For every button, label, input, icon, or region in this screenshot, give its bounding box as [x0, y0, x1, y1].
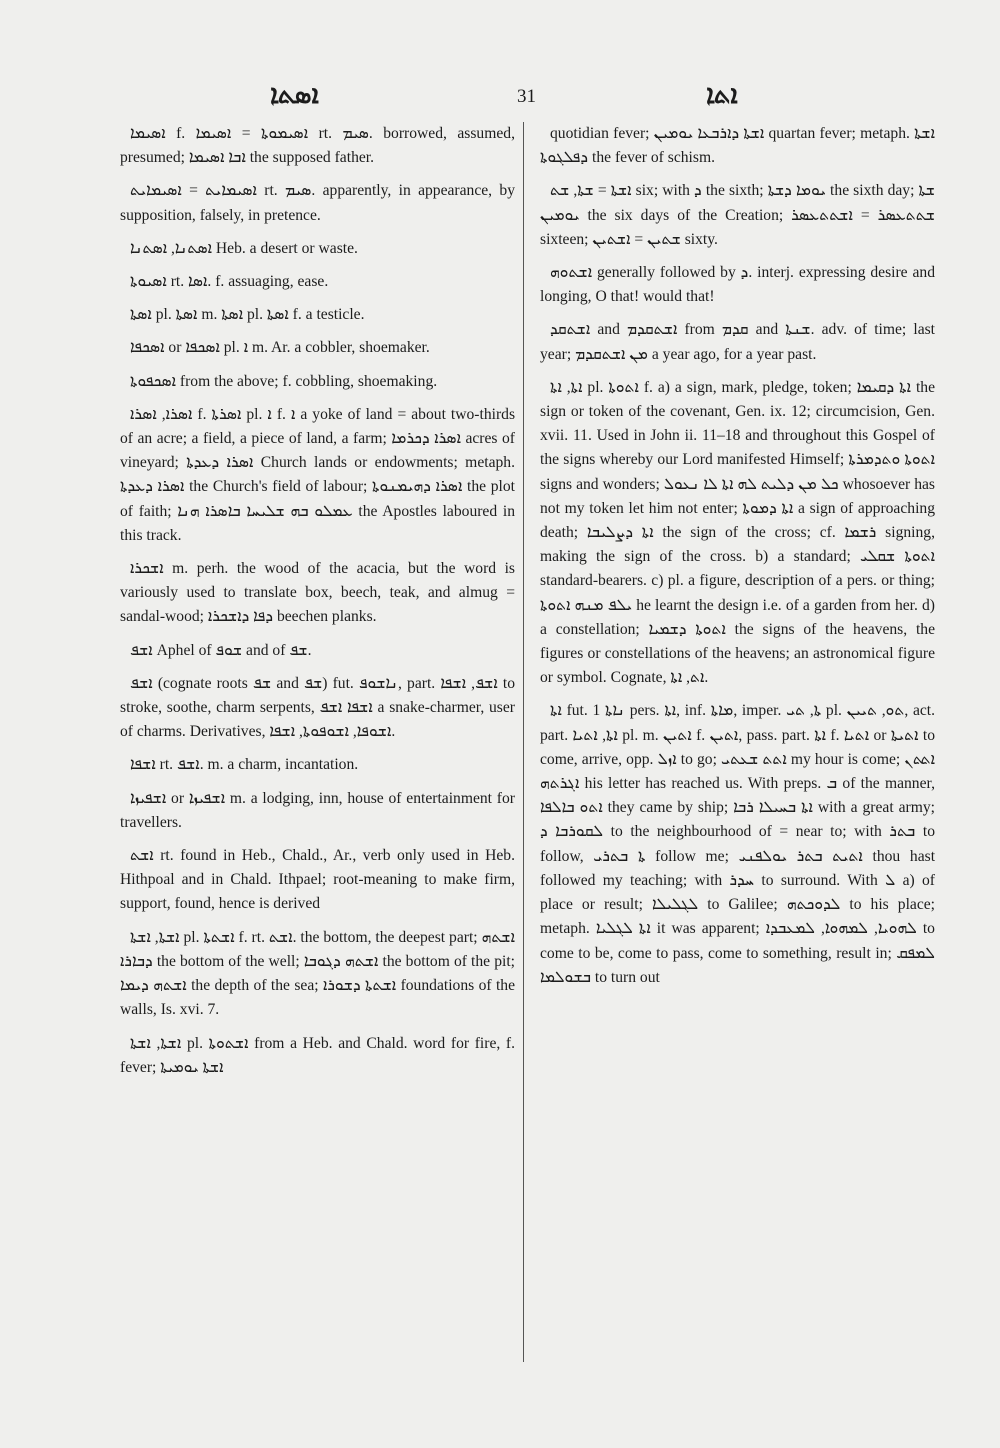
left-column — [120, 122, 515, 1089]
dictionary-entry: ܐܫܦ Aphel of ܫܘܦ and of ܫܦ. — [130, 641, 312, 659]
dictionary-entry: ܐܣܪܐ, ܐܣܪܐ f. ܐܣܪܬܐ pl. ܐ f. ܐ a yoke of land = about two-thirds of an acre; a field, a piece of land, a farm; ܐܣܪܐ ܕܟܪܡܐ acres of vineyard; ܐܣܪܐ ܕܥܕܬܐ Church lands or endowments; metaph. ܐܣܪܐ ܕܥܕܬܐ the Church's field of labour; ܐܣܪܐ ܕܗܝܡܢܘܬܐ the plot of faith; ܥܡܠܘ ܒܗ ܫܠܝܚܐ ܒܐܣܪܐ ܗܢܐ the Apostles laboured in this track. — [120, 405, 516, 544]
dictionary-entry: ܐܫܬܘܗ generally followed by ܕ. interj. expressing desire and longing, O that! would that! — [540, 264, 935, 306]
running-head-left: ܐܣܬܐ — [270, 80, 319, 110]
dictionary-entry: ܐܣܬܐ pl. ܐܣܬܐ m. ܐܣܬܐ pl. ܐܣܬܐ f. a testicle. — [130, 306, 365, 324]
dictionary-entry: ܐܫܦ (cognate roots ܫܦ and ܫܦ) fut. ܢܐܫܘܦ, part. ܐܫܦ, ܐܫܦܐ to stroke, soothe, charm serpents, ܐܫܦܐ ܐܫܦ a snake-charmer, user of charms. Derivatives, ܐܫܘܦܐ, ܐܫܘܦܘܬܐ, ܐܫܦܐ. — [120, 674, 516, 741]
page-number: 31 — [517, 86, 536, 107]
column-divider — [523, 122, 524, 1362]
dictionary-entry: ܐܣܟܦܐ or ܐܣܟܦܐ pl. ܐ m. Ar. a cobbler, shoemaker. — [130, 339, 430, 357]
dictionary-entry: ܐܬܐ, ܐܬܐ pl. ܐܬܘܬܐ f. a) a sign, mark, pledge, token; ܐܬܐ ܕܩܝܡܐ the sign or token of the covenant, Gen. ix. 12; circumcision, Gen. xvii. 11. Used in John ii. 11–18 and throughout this Gospel of the signs whereby our Lord manifested Himself; ܐܬܘܬܐ ܘܬܕܡܪܬܐ signs and wonders; ܟܠ ܡܢ ܕܠܝܬ ܠܗ ܐܬܐ ܠܐ ܢܥܘܠ whosoever has not my token let him not enter; ܐܬܐ ܕܡܘܬܐ a sign of approaching death; ܐܬܐ ܕܨܠܝܒܐ the sign of the cross; cf. ܪܫܡܐ signing, making the sign of the cross. b) a standard; ܐܬܘܬܐ ܫܩܠܝ standard-bearers. c) pl. a figure, description of a pers. or thing; ܝܠܦ ܡܢܗ ܐܬܘܬܐ he learnt the design i.e. of a garden from her. d) a constellation; ܐܬܘܬܐ ܕܫܡܝܐ the signs of the heavens, the figures or constellations of the heavens; an astronomical figure or symbol. Cognate, ܐܬ, ܐܬܐ. — [540, 378, 936, 687]
dictionary-entry: ܐܣܝܘܬܐ rt. ܐܣܐ. f. assuaging, ease. — [130, 273, 329, 291]
dictionary-entry: quotidian fever; ܐܫܬܐ ܕܐܪܒܥܐ ܝܘܡܝܢ quartan fever; metaph. ܐܫܬܐ ܕܦܠܓܘܬܐ the fever of schism. — [540, 125, 935, 167]
dictionary-entry: ܐܫܟܪܐ m. perh. the wood of the acacia, but the word is variously used to translate box, beech, teak, and almug = sandal-wood; ܕܦܐ ܕܐܫܟܪܐ beechen planks. — [120, 560, 515, 626]
dictionary-entry: ܐܫܦܝܙܐ or ܐܫܦܝܙܐ m. a lodging, inn, house of entertainment for travellers. — [120, 789, 515, 831]
dictionary-entry: ܐܫܬܩܕ and ܐܫܬܩܕܡ from ܩܕܡ and ܫܢܬܐ. adv. of time; last year; ܡܢ ܐܫܬܩܕܡ a year ago, for a year past. — [540, 321, 936, 363]
dictionary-entry: ܐܣܟܦܘܬܐ from the above; f. cobbling, shoemaking. — [130, 372, 438, 390]
dictionary-entry: ܐܫܬܐ, ܐܫܬܐ pl. ܐܫܬܘܬܐ from a Heb. and Chald. word for fire, f. fever; ܐܫܬܐ ܝܘܡܝܬܐ — [120, 1034, 516, 1076]
running-head-right: ܐܬܐ — [706, 80, 738, 110]
dictionary-entry: ܐܬܐ fut. ܢܐܬܐ 1 pers. ܐܬܐ, inf. ܡܐܬܐ, imper. ܬܐ, ܬܝ pl. ܬܘ, ܬܝܝܢ, act. part. ܐܬܐ, ܐܬܝܐ pl. m. ܐܬܝܢ f. ܐܬܝܢ, pass. part. ܐܬܐ f. ܐܬܝܐ or ܐܬܝܬܐ to come, arrive, opp. ܐܙܠ to go; ܐܬܬ ܫܥܬܝ my hour is come; ܐܬܬܢ ܐܓܪܬܗ his letter has reached us. With preps. ܒ of the manner, ܐܬܘ ܒܐܠܦܐ they came by ship; ܐܬܐ ܒܚܝܠܐ ܪܒܐ with a great army; ܠܩܘܪܒܐ ܕ to the neighbourhood of = near to; with ܒܬܪ to follow, ܬܐ ܒܬܪܝ follow me; ܐܬܝܬ ܒܬܪ ܝܘܠܦܢܝ thou hast followed my teaching; with ܚܕܪ to surround. With ܠ a) of place or result; ܠܓܠܝܠܐ to Galilee; ܠܕܘܟܬܗ to his place; metaph. ܐܬܐ ܠܓܠܝܐ it was apparent; ܠܗܘܝܐ, ܠܡܗܘܐ, ܠܡܥܒܕܐ to come to be, come to pass, come to something, result in; ܠܡܦܩ ܒܫܘܠܡܐ to turn out — [540, 702, 936, 986]
dictionary-entry: ܐܫܬܐ = ܫܬܐ, ܫܬ six; with ܕ the sixth; ܝܘܡܐ ܕܫܬܐ the sixth day; ܫܬܐ ܝܘܡܝܢ the six days of the Creation; ܫܬܬܥܣܪ = ܐܫܬܬܥܣܪ sixteen; ܫܬܝܢ = ܐܫܬܝܢ sixty. — [540, 182, 935, 248]
dictionary-entry: ܐܫܬ rt. found in Heb., Chald., Ar., verb only used in Heb. Hithpoal and in Chald. Ithpael; root-meaning to make firm, support, found, hence is derived — [120, 847, 515, 913]
right-column — [540, 122, 935, 999]
dictionary-entry: ܐܫܬܐ, ܐܫܬܐ pl. ܐܫܬܬܐ f. rt. ܐܫܬ. the bottom, the deepest part; ܐܫܬܗ ܕܒܐܪܐ the bottom of the well; ܐܫܬܗ ܕܓܘܒܐ the bottom of the pit; ܐܫܬܗ ܕܝܡܐ the depth of the sea; ܐܫܬܬܐ ܕܫܘܪܐ foundations of the walls, Is. xvi. 7. — [120, 928, 516, 1019]
dictionary-entry: ܐܣܝܡܐܝܬ = ܐܣܝܡܐܝܬ rt. ܣܝܡ. apparently, in appearance, by supposition, falsely, in pretence. — [120, 182, 515, 224]
dictionary-entry: ܐܣܝܡܐ f. ܐܣܝܡܘܬܐ = ܐܣܝܡܐ rt. ܣܝܡ. borrowed, assumed, presumed; ܐܒܐ ܐܣܝܡܐ the supposed father. — [120, 125, 515, 167]
dictionary-entry: ܐܣܬܢܐ, ܐܣܬܢܐ Heb. a desert or waste. — [130, 239, 358, 257]
dictionary-entry: ܐܫܦܐ rt. ܐܫܦ. m. a charm, incantation. — [130, 756, 359, 774]
